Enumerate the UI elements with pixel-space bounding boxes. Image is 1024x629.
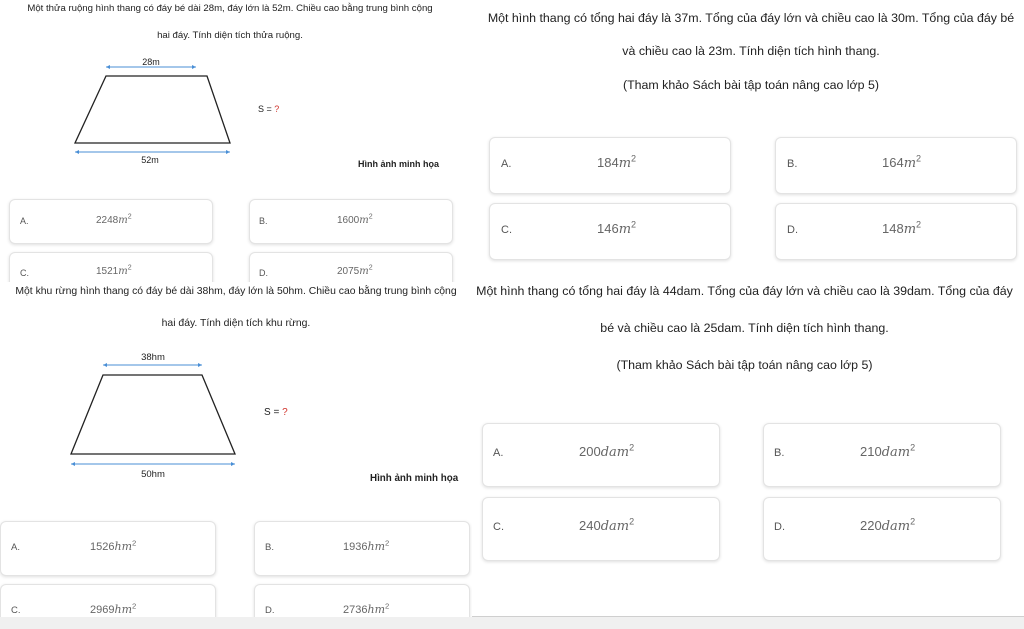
option-letter: B. <box>259 216 268 226</box>
quiz-panel-top-left <box>0 0 478 282</box>
option-value: 240dam$^2$ <box>579 516 635 534</box>
option-card-c[interactable] <box>482 497 720 561</box>
question-text-line-1: Một hình thang có tổng hai đáy là 44dam. Tổng của đáy lớn và chiều cao là 39dam. Tổng của đáy <box>476 284 1013 298</box>
option-value: $1526hm^2$ <box>90 538 137 553</box>
reference-note: (Tham khảo Sách bài tập toán nâng cao lớp 5) <box>616 358 873 372</box>
option-card-a[interactable] <box>489 137 731 194</box>
option-value: $2075m^2$ <box>337 264 373 277</box>
option-letter: A. <box>20 216 29 226</box>
bottom-base-label: 52m <box>141 155 159 165</box>
trapezoid-figure <box>70 55 240 170</box>
option-card-b[interactable] <box>775 137 1017 194</box>
option-value: $2736hm^2$ <box>343 601 390 616</box>
quiz-panel-bottom-right <box>472 280 1024 617</box>
option-letter: B. <box>774 447 785 459</box>
area-label <box>264 407 288 418</box>
trapezoid-figure <box>66 350 242 480</box>
trapezoid-shape <box>71 375 235 454</box>
illustration-caption: Hình ảnh minh họa <box>358 159 439 169</box>
option-card-b[interactable] <box>254 521 470 576</box>
option-card-d[interactable] <box>249 252 453 282</box>
option-card-b[interactable] <box>763 423 1001 487</box>
option-value: $164m^2$ <box>882 153 922 171</box>
option-value: 210dam$^2$ <box>860 442 916 460</box>
option-card-a[interactable] <box>9 199 213 244</box>
top-base-label: 28m <box>142 57 160 67</box>
option-value: $2248m^2$ <box>96 213 132 226</box>
option-letter: D. <box>774 521 785 533</box>
quiz-panel-top-right <box>478 0 1024 280</box>
option-letter: A. <box>501 158 512 170</box>
option-letter: C. <box>20 268 29 278</box>
reference-note: (Tham khảo Sách bài tập toán nâng cao lớp 5) <box>622 78 880 92</box>
option-card-d[interactable] <box>775 203 1017 260</box>
option-letter: C. <box>11 605 21 616</box>
option-letter: B. <box>265 542 274 553</box>
option-value: $2969hm^2$ <box>90 601 137 616</box>
area-unknown: ? <box>282 407 288 418</box>
option-letter: C. <box>493 521 504 533</box>
option-value: $148m^2$ <box>882 219 922 237</box>
option-value: $1936hm^2$ <box>343 538 390 553</box>
option-value: 200dam$^2$ <box>579 442 635 460</box>
option-value: $1521m^2$ <box>96 264 132 277</box>
option-letter: B. <box>787 158 798 170</box>
option-value: 220dam$^2$ <box>860 516 916 534</box>
option-letter: A. <box>493 447 504 459</box>
question-text-line-2: bé và chiều cao là 25dam. Tính diện tích hình thang. <box>600 321 889 335</box>
question-text-line-1: Một hình thang có tổng hai đáy là 37m. Tổng của đáy lớn và chiều cao là 30m. Tổng của đáy bé <box>487 11 1015 25</box>
option-value: $1600m^2$ <box>337 213 373 226</box>
option-card-a[interactable] <box>0 521 216 576</box>
option-letter: D. <box>265 605 275 616</box>
option-letter: C. <box>501 224 512 236</box>
bottom-strip <box>0 617 1024 629</box>
area-unknown: ? <box>274 104 280 114</box>
top-base-label: 38hm <box>141 352 165 363</box>
trapezoid-shape <box>75 76 230 143</box>
option-card-c[interactable] <box>9 252 213 282</box>
question-text-line-2: hai đáy. Tính diện tích thửa ruộng. <box>157 30 303 41</box>
option-card-a[interactable] <box>482 423 720 487</box>
area-label-text: S = <box>264 407 283 418</box>
option-letter: D. <box>259 268 268 278</box>
question-text-line-1: Một khu rừng hình thang có đáy bé dài 38hm, đáy lớn là 50hm. Chiều cao bằng trung bình cộng <box>15 286 457 297</box>
option-card-b[interactable] <box>249 199 453 244</box>
quiz-panel-bottom-left <box>0 282 472 629</box>
option-card-c[interactable] <box>489 203 731 260</box>
bottom-base-label: 50hm <box>141 469 165 480</box>
option-value: $184m^2$ <box>597 153 637 171</box>
area-label-text: S = <box>258 104 275 114</box>
area-label <box>258 104 279 114</box>
option-card-d[interactable] <box>763 497 1001 561</box>
question-text-line-2: hai đáy. Tính diện tích khu rừng. <box>161 318 311 329</box>
option-value: $146m^2$ <box>597 219 637 237</box>
question-text-line-1: Một thửa ruộng hình thang có đáy bé dài 28m, đáy lớn là 52m. Chiều cao bằng trung bình cộng <box>27 3 433 14</box>
illustration-caption: Hình ảnh minh họa <box>370 473 459 484</box>
option-letter: A. <box>11 542 20 553</box>
option-letter: D. <box>787 224 798 236</box>
question-text-line-2: và chiều cao là 23m. Tính diện tích hình thang. <box>622 44 880 58</box>
